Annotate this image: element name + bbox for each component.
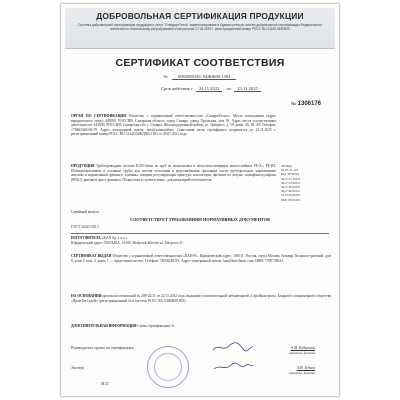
head-name: А.М. Кудряшов — [290, 346, 315, 350]
organ-section — [71, 114, 276, 137]
basis-label: НА ОСНОВАНИИ — [71, 294, 102, 298]
additional-text: Схема сертификации: 3с — [137, 324, 175, 328]
product-text: Трубопроводная система KAN-therm из труб из полиэтилена и металлополимерных многослойных PE-Xc, PE-RT, Полипропиленовые и стальные трубы для систем отопления и водоснабжения, фасонные части трубопроводов, нормативные вентили и нормативные фитинги, клапаны, запорно-регулирующая арматура, коллекторы, фитинги из латуни, полифенилсульфона (PPSU), фитинги пресс-фитинги. Полностью в соответствии с документацией изготовителя. — [71, 164, 276, 182]
validity-to: 23.11.2025 — [234, 86, 261, 92]
manufacturer-label: ИЗГОТОВИТЕЛЬ — [71, 236, 101, 240]
expert-label: Эксперт — [71, 366, 85, 370]
header-title: ДОБРОВОЛЬНАЯ СЕРТИФИКАЦИЯ ПРОДУКЦИИ — [96, 11, 304, 21]
stamp-label: М.П. — [101, 382, 110, 386]
product-label: ПРОДУКЦИЯ — [71, 164, 95, 168]
issued-label: СЕРТИФИКАТ ВЫДАН — [71, 254, 112, 258]
manufacturer-text: «KAN Sp. z o.o.» — [101, 236, 128, 240]
additional-section — [71, 324, 331, 329]
basis-section — [71, 294, 331, 303]
organ-label: ОРГАН ПО СЕРТИФИКАЦИИ — [71, 114, 126, 118]
manufacturer-section — [71, 236, 331, 245]
organ-text: Общество с ограниченной ответственностью «СамараТехно». Место нахождения (адрес юридического лица): 443090, РОССИЯ, Самарская область, город Самара, улица Уральская, дом 18. Адрес места осуществления деятельности: 443030, РОССИЯ, Самарская обл. г. Самара, Железнодорожный район, ул. Урицкого, д. 19, комн. 46, 48, 49. Телефон: +78463426-02-79. Адрес электронной почты: info@samaratehno. Смысловая часть сертификата сохраняется до 23.11.2025 г. регистрационный номер РОСС RU.31443.04ЖДЖ0.1163 от 20.07.2021 года. — [71, 114, 276, 137]
basis-text: протокола испытаний № 208-22/11 от 22.11.2022 года, выданного испытательной лабораторией «Стройконтроль» Закрытого акционерного общества «ПромТехСтрой» (регистрационный № в системе РОСС RU.04ЖЖ00.003) — [71, 294, 331, 303]
number-label: № — [163, 74, 168, 79]
issued-text: Общество с ограниченной ответственностью «КАН-Р». Юридический адрес: 105011, Россия, город Москва, бульвар Лосиноостровский, дом 8, этаж 2, пом. 2, комн. 1 — представительство. Телефон: 74956248119, Адрес электронной почты: kan@kan-therm.com. ИНН: 7706738633 — [71, 254, 331, 263]
validity-period — [161, 86, 264, 91]
serial-label: № — [290, 101, 296, 106]
standard-text: ГОСТ 32415-2013 — [71, 225, 99, 229]
validity-from-label: Срок действия с — [161, 86, 193, 91]
number-value: 0082080.RU.04ЖЖ00.1394 — [172, 74, 237, 80]
certificate-header — [65, 8, 335, 49]
product-section — [71, 164, 276, 182]
expert-signature — [211, 361, 255, 373]
divider — [71, 233, 329, 234]
head-signature — [211, 341, 255, 353]
expert-initials: инициалы, фамилия — [289, 371, 315, 375]
product-codes: ОКПД2 22.21.21.110 Код ТН ВЭД 3917 21 100 0 3917 32 000 9 3917 39 000 8 3917 40 000 0 7412 20 000 0 8481 80 819 9 — [281, 164, 300, 202]
seal-stamp — [147, 346, 189, 388]
additional-label: ДОПОЛНИТЕЛЬНАЯ ИНФОРМАЦИЯ — [71, 324, 137, 328]
manufacturer-address: Юридический адрес: ПОЛЬША, 16-001 Białystok-Kleosin ul. Zdrojowa 51. — [71, 240, 184, 245]
issued-to-section — [71, 254, 331, 263]
certificate-number — [61, 74, 339, 79]
header-subtitle: Система добровольной сертификации продукции и услуг "СтандартТехно" зарегистрирована в Едином реестре систем добровольной сертификации Федерального агентства по техническому регулированию и метрологии 17.04.2019 г. регистрационный номер РОСС RU.31195.04ЖЖ00 — [78, 23, 322, 31]
head-initials: инициалы, фамилия — [289, 351, 315, 355]
serial-value: 1306176 — [297, 101, 321, 107]
document-title: СЕРТИФИКАТ СООТВЕТСТВИЯ — [115, 57, 285, 69]
serial-number — [291, 101, 321, 107]
expert-name: А.В. Зубков — [296, 366, 315, 370]
validity-from: 24.11.2022 — [196, 86, 223, 92]
product-mark: Серийный выпуск — [71, 210, 100, 214]
validity-to-label: по — [226, 86, 232, 91]
standard-heading: СООТВЕТСТВУЕТ ТРЕБОВАНИЯМ НОРМАТИВНЫХ ДОКУМЕНТОВ — [130, 217, 270, 222]
head-label: Руководитель органа по сертификации — [71, 346, 134, 350]
certificate-sheet — [60, 3, 340, 397]
